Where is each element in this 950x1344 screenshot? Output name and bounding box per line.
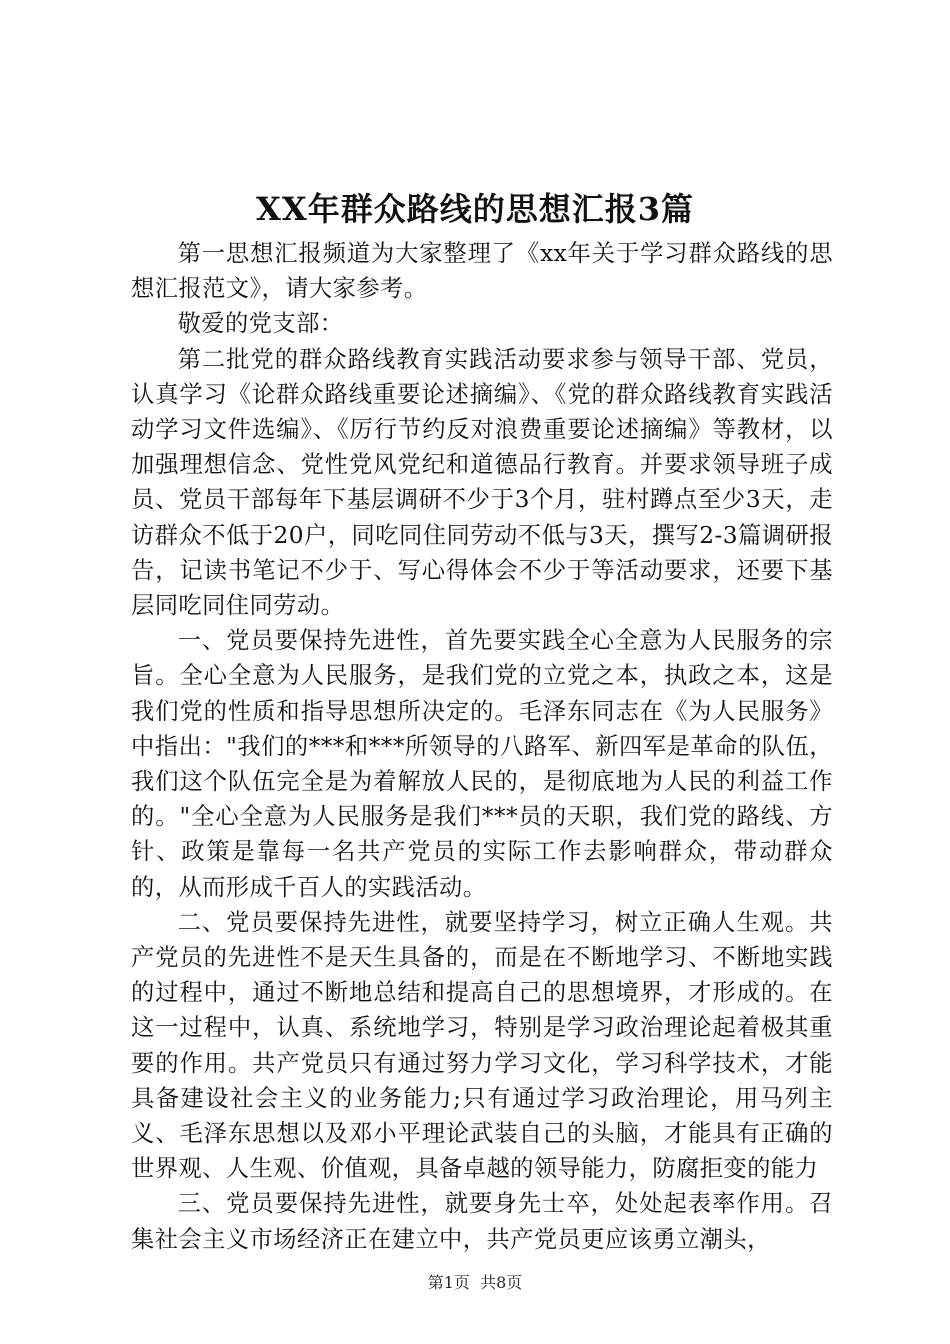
paragraph-point-one: 一、党员要保持先进性，首先要实践全心全意为人民服务的宗旨。全心全意为人民服务，是我们党的立党之本，执政之本，这是我们党的性质和指导思想所决定的。毛泽东同志在《为人民服务》中指出："我们的***和***所领导的八路军、新四军是革命的队伍，我们这个队伍完全是为着解放人民的，是彻底地为人民的利益工作的。"全心全意为人民服务是我们***员的天职，我们党的路线、方针、政策是靠每一名共产党员的实际工作去影响群众，带动群众的，从而形成千百人的实践活动。 xyxy=(131,627,833,901)
paragraph-salutation: 敬爱的党支部： xyxy=(177,310,344,338)
page-number: 第1页 xyxy=(427,1273,470,1292)
paragraph-point-three: 三、党员要保持先进性，就要身先士卒，处处起表率作用。召集社会主义市场经济正在建立中，共产党员更应该勇立潮头， xyxy=(131,1190,833,1253)
paragraph-point-two: 二、党员要保持先进性，就要坚持学习，树立正确人生观。共产党员的先进性不是天生具备的，而是在不断地学习、不断地实践的过程中，通过不断地总结和提高自己的思想境界，才形成的。在这一过程中，认真、系统地学习，特别是学习政治理论起着极其重要的作用。共产党员只有通过努力学习文化，学习科学技术，才能具备建设社会主义的业务能力;只有通过学习政治理论，用马列主义、毛泽东思想以及邓小平理论武装自己的头脑，才能具有正确的世界观、人生观、价值观，具备卓越的领导能力，防腐拒变的能力 xyxy=(131,908,833,1183)
document-title: XX年群众路线的思想汇报3篇 xyxy=(256,190,694,228)
page-total: 共8页 xyxy=(480,1273,523,1292)
paragraph-requirements: 第二批党的群众路线教育实践活动要求参与领导干部、党员，认真学习《论群众路线重要论述摘编》、《党的群众路线教育实践活动学习文件选编》、《厉行节约反对浪费重要论述摘编》等教材，以加强理想信念、党性党风党纪和道德品行教育。并要求领导班子成员、党员干部每年下基层调研不少于3个月，驻村蹲点至少3天，走访群众不低于20户，同吃同住同劳动不低与3天，撰写2-3篇调研报告，记读书笔记不少于、写心得体会不少于等活动要求，还要下基层同吃同住同劳动。 xyxy=(131,345,833,620)
document-body xyxy=(131,236,833,1257)
paragraph-intro: 第一思想汇报频道为大家整理了《xx年关于学习群众路线的思想汇报范文》，请大家参考。 xyxy=(131,240,833,303)
page-footer xyxy=(0,1272,950,1294)
